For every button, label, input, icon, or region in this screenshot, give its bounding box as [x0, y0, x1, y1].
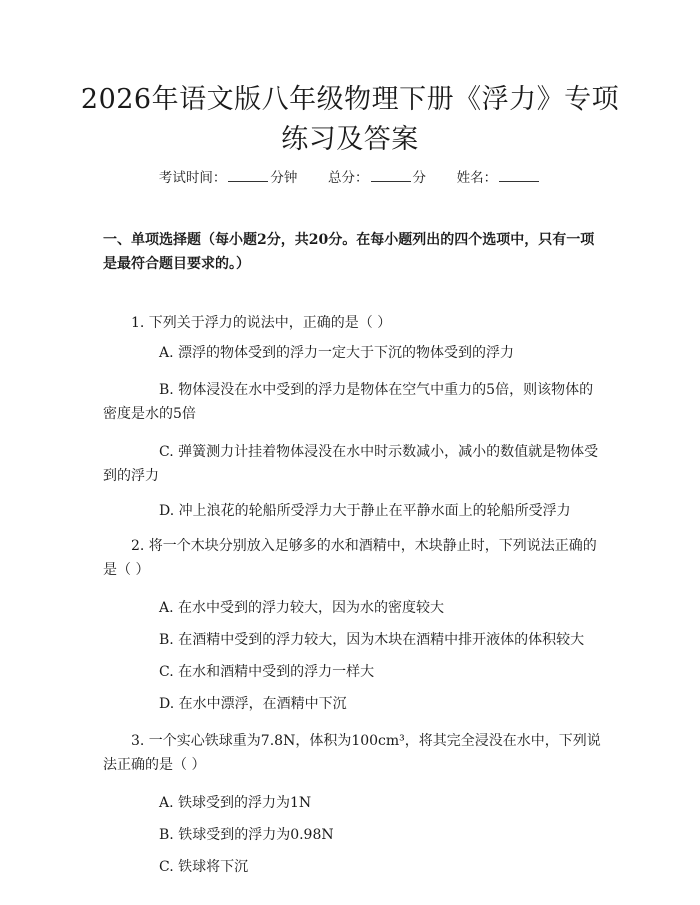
- question-3-option-b: B. 铁球受到的浮力为0.98N: [159, 827, 334, 843]
- exam-meta: [0, 168, 700, 188]
- question-2-option-b: B. 在酒精中受到的浮力较大，因为木块在酒精中排开液体的体积较大: [159, 632, 585, 648]
- document-title: [0, 80, 700, 160]
- question-3-option-c: C. 铁球将下沉: [159, 859, 249, 875]
- question-1-option-c: C. 弹簧测力计挂着物体浸没在水中时示数减小，减小的数值就是物体受到的浮力: [103, 444, 599, 484]
- score-unit: 分: [412, 170, 426, 186]
- time-label: 考试时间：: [158, 170, 227, 186]
- question-2-stem: 2. 将一个木块分别放入足够多的水和酒精中，木块静止时，下列说法正确的是（ ）: [103, 538, 597, 578]
- name-label: 姓名：: [456, 170, 498, 186]
- question-2-option-a: A. 在水中受到的浮力较大，因为水的密度较大: [159, 600, 445, 616]
- score-blank: [371, 168, 411, 182]
- question-1-stem: 1. 下列关于浮力的说法中，正确的是（ ）: [131, 315, 392, 331]
- question-1-option-a: A. 漂浮的物体受到的浮力一定大于下沉的物体受到的浮力: [159, 345, 515, 361]
- question-2-option-c: C. 在水和酒精中受到的浮力一样大: [159, 664, 375, 680]
- score-label: 总分：: [328, 170, 369, 186]
- time-blank: [228, 168, 268, 182]
- question-1-option-d: D. 冲上浪花的轮船所受浮力大于静止在平静水面上的轮船所受浮力: [159, 503, 571, 519]
- time-unit: 分钟: [270, 170, 298, 186]
- title-line-1: 2026年语文版八年级物理下册《浮力》专项: [80, 84, 620, 115]
- question-1-option-b: B. 物体浸没在水中受到的浮力是物体在空气中重力的5倍，则该物体的密度是水的5倍: [103, 382, 594, 422]
- name-blank: [499, 168, 539, 182]
- question-2-option-d: D. 在水中漂浮，在酒精中下沉: [159, 696, 347, 712]
- section-heading: 一、单项选择题（每小题2分，共20分。在每小题列出的四个选项中，只有一项是最符合题目要求的。）: [103, 232, 595, 272]
- question-3-option-a: A. 铁球受到的浮力为1N: [159, 795, 312, 811]
- title-line-2: 练习及答案: [281, 124, 419, 155]
- question-3-stem: 3. 一个实心铁球重为7.8N，体积为100cm³，将其完全浸没在水中，下列说法正确的是（ ）: [103, 733, 601, 773]
